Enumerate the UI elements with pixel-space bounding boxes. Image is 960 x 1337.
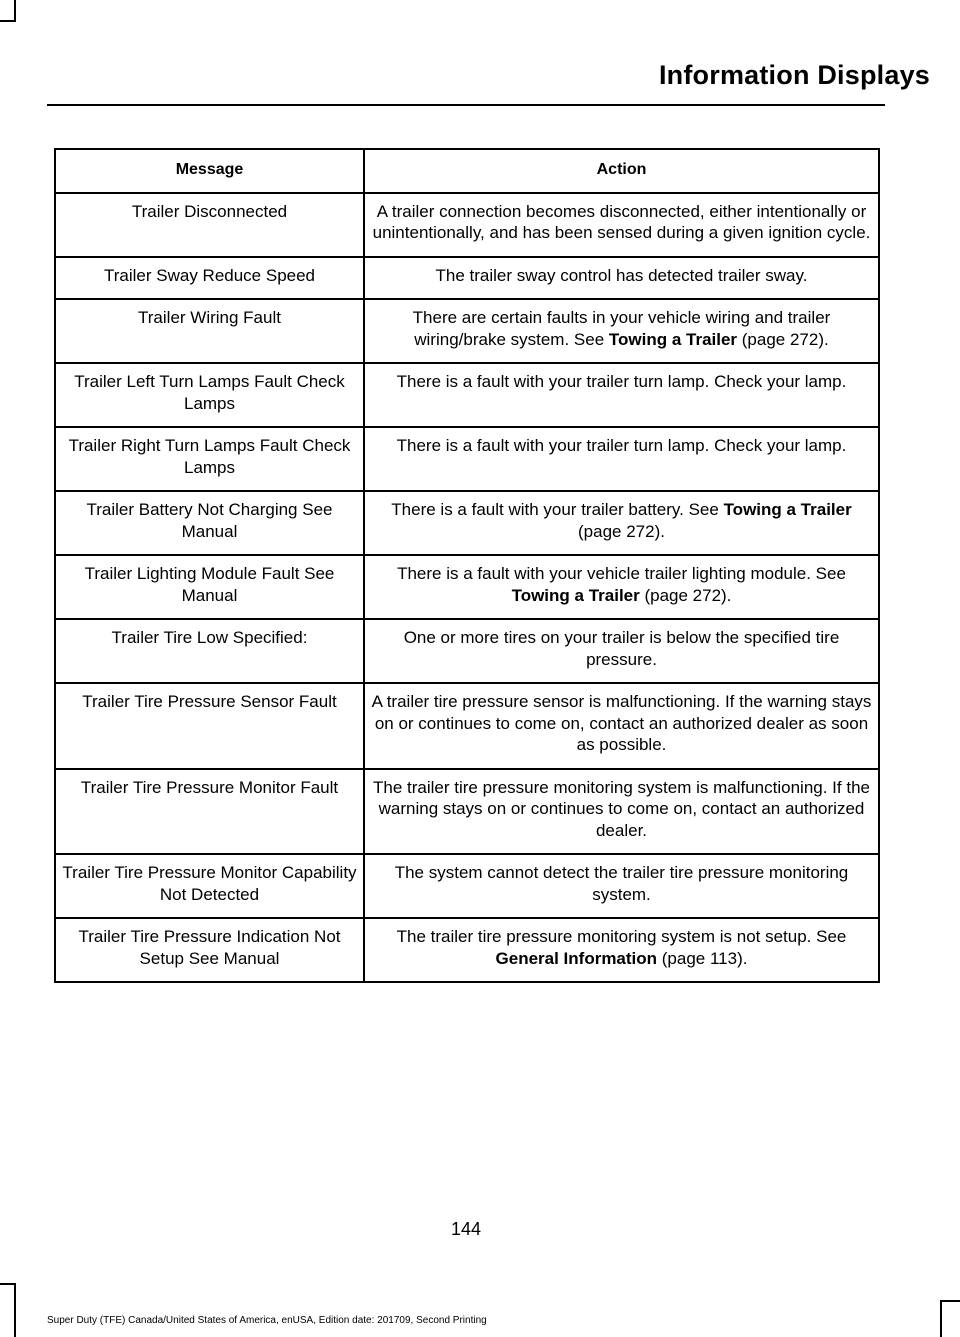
action-text: The trailer tire pressure monitoring system is malfunctioning. If the warning stays on or continues to come on, contact an authorized dealer. xyxy=(373,777,870,840)
page-title: Information Displays xyxy=(658,60,930,90)
page-number: 144 xyxy=(450,1219,482,1239)
crop-mark-right-lower xyxy=(940,1300,960,1302)
table-row xyxy=(55,854,879,918)
message-cell: Trailer Tire Pressure Sensor Fault xyxy=(55,683,364,769)
action-text: There is a fault with your trailer turn lamp. Check your lamp. xyxy=(396,372,847,391)
action-cell xyxy=(364,257,879,300)
message-cell: Trailer Battery Not Charging See Manual xyxy=(55,491,364,555)
action-cell xyxy=(364,769,879,855)
action-cell xyxy=(364,427,879,491)
table-row xyxy=(55,299,879,363)
message-cell: Trailer Wiring Fault xyxy=(55,299,364,363)
column-header-action: Action xyxy=(364,149,879,193)
action-text: The trailer tire pressure monitoring system is not setup. See xyxy=(396,927,847,946)
message-cell: Trailer Tire Pressure Monitor Fault xyxy=(55,769,364,855)
action-text: There is a fault with your vehicle trailer lighting module. See xyxy=(397,564,846,583)
title-rule xyxy=(47,104,885,106)
table-header-row xyxy=(55,149,879,193)
cross-reference-link[interactable]: Towing a Trailer xyxy=(511,585,640,605)
message-cell: Trailer Tire Low Specified: xyxy=(55,619,364,683)
action-text: The system cannot detect the trailer tire pressure monitoring system. xyxy=(394,863,849,904)
messages-table xyxy=(54,148,880,983)
cross-reference-link[interactable]: Towing a Trailer xyxy=(723,500,852,519)
action-text: (page 272). xyxy=(578,521,665,541)
message-cell: Trailer Tire Pressure Monitor Capability Not Detected xyxy=(55,854,364,918)
message-cell: Trailer Left Turn Lamps Fault Check Lamps xyxy=(55,363,364,427)
action-text: There is a fault with your trailer battery. See xyxy=(391,500,724,519)
message-cell: Trailer Disconnected xyxy=(55,193,364,257)
crop-mark-left-upper xyxy=(0,20,16,22)
action-cell xyxy=(364,918,879,982)
action-cell xyxy=(364,619,879,683)
table-row xyxy=(55,491,879,555)
action-cell xyxy=(364,854,879,918)
action-text: One or more tires on your trailer is below the specified tire pressure. xyxy=(403,628,840,669)
message-cell: Trailer Lighting Module Fault See Manual xyxy=(55,555,364,619)
action-text: The trailer sway control has detected trailer sway. xyxy=(435,265,808,285)
action-text: A trailer tire pressure sensor is malfunctioning. If the warning stays on or continues to come on, contact an authorized dealer as soon as possible. xyxy=(371,692,872,754)
table-row xyxy=(55,619,879,683)
action-text: (page 272). xyxy=(737,329,829,349)
edition-footer: Super Duty (TFE) Canada/United States of America, enUSA, Edition date: 201709, Second Printing xyxy=(47,1315,487,1326)
message-cell: Trailer Sway Reduce Speed xyxy=(55,257,364,300)
table-row xyxy=(55,427,879,491)
table-row xyxy=(55,555,879,619)
action-text: A trailer connection becomes disconnected, either intentionally or unintentionally, and has been sensed during a given ignition cycle. xyxy=(372,201,871,242)
action-cell xyxy=(364,491,879,555)
message-cell: Trailer Tire Pressure Indication Not Setup See Manual xyxy=(55,918,364,982)
action-text: (page 272). xyxy=(639,585,732,605)
message-cell: Trailer Right Turn Lamps Fault Check Lamps xyxy=(55,427,364,491)
table-row xyxy=(55,918,879,982)
table-row xyxy=(55,257,879,300)
crop-mark-top-left xyxy=(14,0,16,22)
crop-mark-left-lower xyxy=(0,1283,16,1285)
action-text: There is a fault with your trailer turn lamp. Check your lamp. xyxy=(396,436,847,455)
action-cell xyxy=(364,299,879,363)
action-cell xyxy=(364,555,879,619)
action-cell xyxy=(364,193,879,257)
crop-mark-bottom-left xyxy=(14,1283,16,1337)
crop-mark-bottom-right xyxy=(940,1300,942,1337)
cross-reference-link[interactable]: General Information xyxy=(495,948,658,968)
table-row xyxy=(55,683,879,769)
action-text: (page 113). xyxy=(657,948,748,968)
table-row xyxy=(55,769,879,855)
table-row xyxy=(55,193,879,257)
action-cell xyxy=(364,683,879,769)
table-row xyxy=(55,363,879,427)
cross-reference-link[interactable]: Towing a Trailer xyxy=(608,329,738,349)
column-header-message: Message xyxy=(55,149,364,193)
action-cell xyxy=(364,363,879,427)
action-text: There are certain faults in your vehicle wiring and trailer wiring/brake system. See xyxy=(412,308,831,349)
